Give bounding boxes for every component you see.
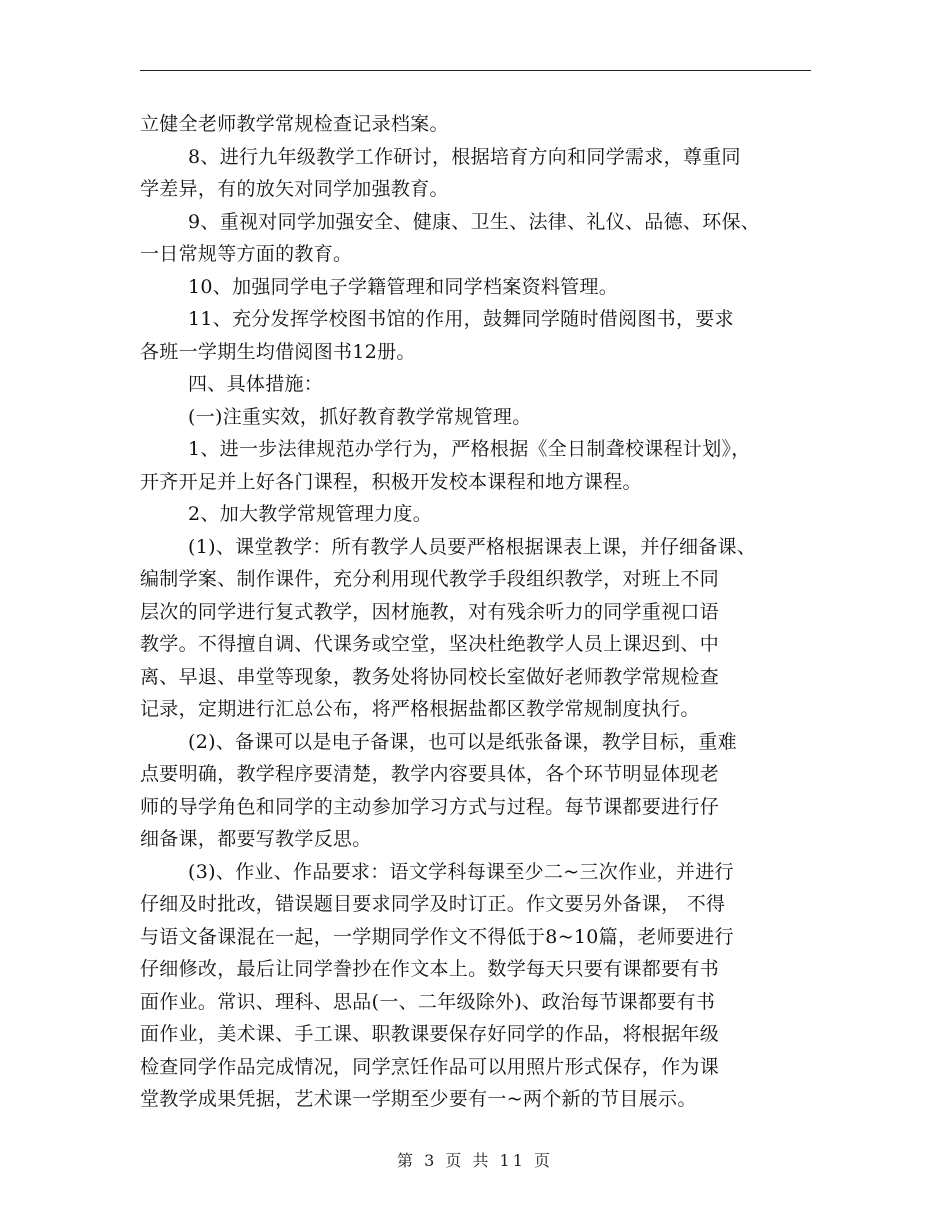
paragraph-line: 开齐开足并上好各门课程，积极开发校本课程和地方课程。	[140, 470, 642, 493]
paragraph-line: 2、加大教学常规管理力度。	[188, 503, 432, 525]
paragraph-line: 9、重视对同学加强安全、健康、卫生、法律、礼仪、品德、环保、	[188, 210, 761, 233]
page-number: 第 3 页 共 11 页	[397, 1151, 553, 1170]
paragraph-line: 仔细及时批改，错误题目要求同学及时订正。作文要另外备课， 不得	[140, 893, 726, 915]
paragraph-line: 各班一学期生均借阅图书12册。	[140, 340, 416, 363]
paragraph-line: 师的导学角色和同学的主动参加学习方式与过程。每节课都要进行仔	[140, 795, 720, 818]
paragraph-line: 10、加强同学电子学籍管理和同学档案资料管理。	[188, 275, 619, 298]
paragraph-line: (2)、备课可以是电子备课，也可以是纸张备课，教学目标，重难	[188, 730, 737, 753]
paragraph-line: 一日常规等方面的教育。	[140, 243, 353, 265]
paragraph-line: 仔细修改，最后让同学誊抄在作文本上。数学每天只要有课都要有书	[140, 958, 720, 980]
header-rule	[140, 70, 811, 71]
subsection-heading: (一)注重实效，抓好教育教学常规管理。	[188, 405, 532, 428]
paragraph-line: 1、进一步法律规范办学行为，严格根据《全日制聋校课程计划》，	[188, 438, 751, 460]
paragraph-line: (1)、课堂教学：所有教学人员要严格根据课表上课，并仔细备课、	[188, 535, 757, 558]
paragraph-line: 学差异，有的放矢对同学加强教育。	[140, 178, 449, 200]
paragraph-line: 教学。不得擅自调、代课务或空堂，坚决杜绝教学人员上课迟到、中	[140, 633, 720, 655]
paragraph-line: 记录，定期进行汇总公布，将严格根据盐都区教学常规制度执行。	[140, 698, 700, 720]
paragraph-line: 11、充分发挥学校图书馆的作用，鼓舞同学随时借阅图书，要求	[188, 308, 734, 330]
paragraph-line: 面作业。常识、理科、思品(一、二年级除外)、政治每节课都要有书	[140, 990, 716, 1013]
paragraph-line: 编制学案、制作课件，充分利用现代教学手段组织教学，对班上不同	[140, 568, 720, 590]
paragraph-line: 堂教学成果凭据，艺术课一学期至少要有一~两个新的节目展示。	[140, 1088, 697, 1110]
paragraph-line: 立健全老师教学常规检查记录档案。	[140, 113, 449, 135]
paragraph-line: 点要明确，教学程序要清楚，教学内容要具体，各个环节明显体现老	[140, 763, 720, 785]
paragraph-line: 检查同学作品完成情况，同学烹饪作品可以用照片形式保存，作为课	[140, 1055, 720, 1078]
paragraph-line: 面作业，美术课、手工课、职教课要保存好同学的作品，将根据年级	[140, 1023, 720, 1045]
paragraph-line: 细备课，都要写教学反思。	[140, 828, 372, 850]
paragraph-line: (3)、作业、作品要求：语文学科每课至少二~三次作业，并进行	[188, 860, 734, 883]
paragraph-line: 层次的同学进行复式教学，因材施教，对有残余听力的同学重视口语	[140, 600, 720, 623]
paragraph-line: 8、进行九年级教学工作研讨，根据培育方向和同学需求，尊重同	[188, 145, 741, 168]
paragraph-line: 离、早退、串堂等现象，教务处将协同校长室做好老师教学常规检查	[140, 665, 720, 688]
section-heading: 四、具体措施：	[188, 373, 324, 395]
paragraph-line: 与语文备课混在一起，一学期同学作文不得低于8~10篇，老师要进行	[140, 925, 734, 948]
document-body	[140, 108, 830, 1116]
